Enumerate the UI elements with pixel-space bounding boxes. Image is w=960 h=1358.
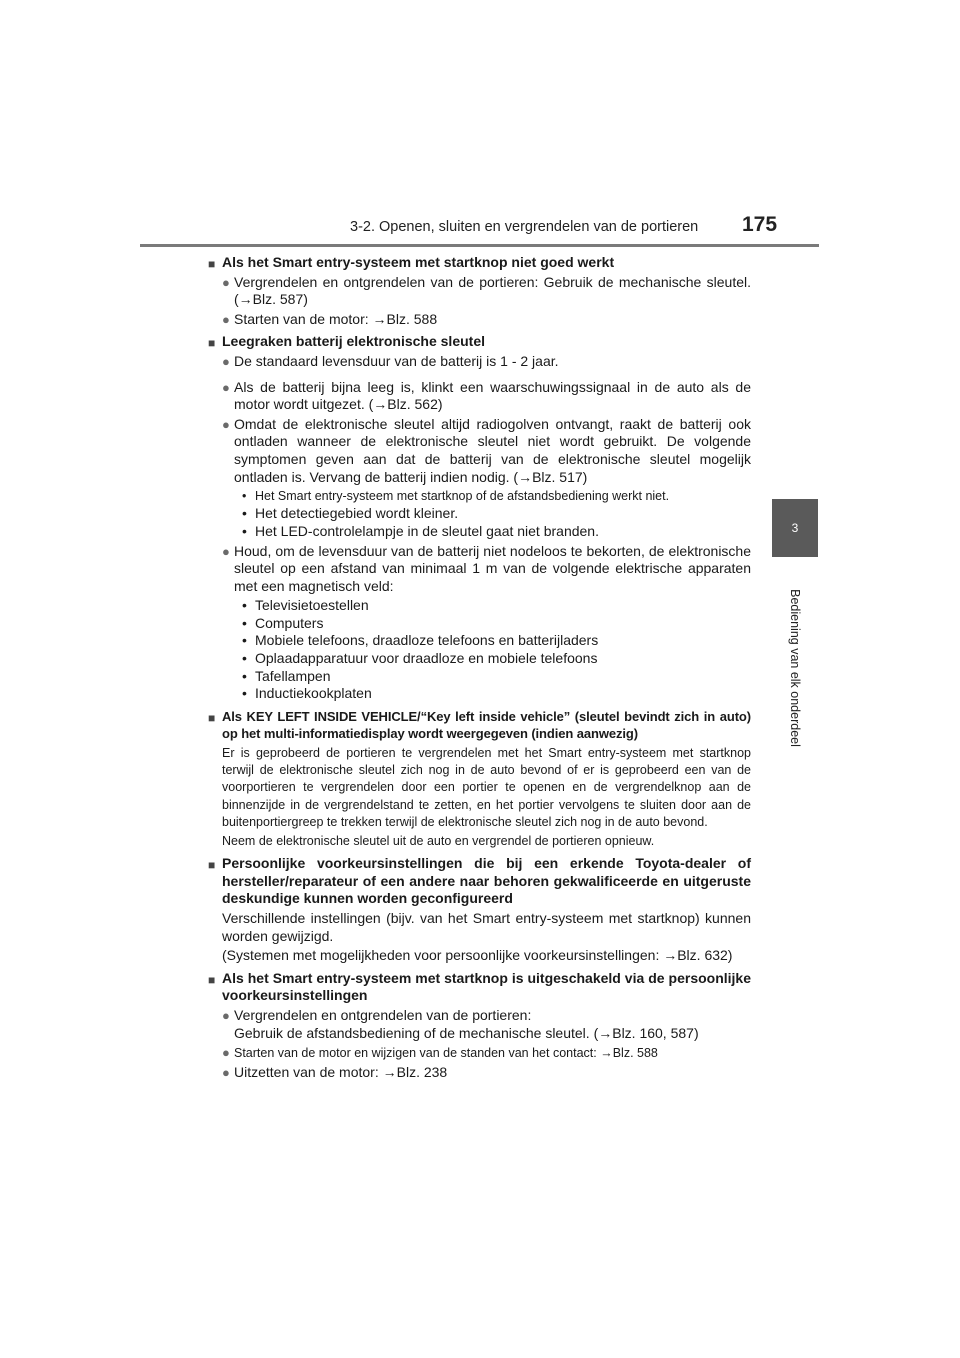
circle-bullet-icon: ●	[222, 1008, 230, 1024]
sub-list-item: • Oplaadapparatuur voor draadloze en mobiele telefoons	[234, 650, 751, 668]
sub-list-item: • Computers	[234, 615, 751, 633]
sub-list-item: • Het detectiegebied wordt kleiner.	[234, 505, 751, 523]
list-item	[222, 543, 751, 703]
circle-bullet-icon: ●	[222, 311, 230, 327]
section-heading: Als het Smart entry-systeem met startknop niet goed werkt	[222, 254, 615, 270]
list-item-text: Als de batterij bijna leeg is, klinkt een waarschuwingssignaal in de auto als de motor wordt uitgezet. (→Blz. 562)	[234, 378, 751, 413]
section-heading: Als het Smart entry-systeem met startknop is uitgeschakeld via de persoonlijke voorkeursinstellingen	[222, 969, 751, 1004]
list-item	[222, 1064, 751, 1082]
section-heading: Leegraken batterij elektronische sleutel	[222, 333, 485, 350]
square-bullet-icon: ■	[208, 336, 216, 351]
section-key-battery	[207, 333, 751, 702]
section-customization	[207, 855, 751, 965]
circle-bullet-icon: ●	[222, 543, 230, 559]
list-item-text: Omdat de elektronische sleutel altijd radiogolven ontvangt, raakt de batterij ook ontladen wanneer de elektronische sleutel niet wordt gebruikt. De volgende symptomen geven aan dat de batterij van de elektronische sleutel mogelijk ontladen is. Vervang de batterij indien nodig. (→Blz. 517)	[234, 415, 751, 485]
circle-bullet-icon: ●	[222, 1045, 230, 1061]
circle-bullet-icon: ●	[222, 274, 230, 290]
circle-bullet-icon: ●	[222, 416, 230, 432]
list-item-text: Vergrendelen en ontgrendelen van de portieren: Gebruik de mechanische sleutel. (→Blz. 587)	[234, 273, 751, 308]
sub-list-item: • Het LED-controlelampje in de sleutel gaat niet branden.	[234, 523, 751, 541]
list-item-text: Starten van de motor: →Blz. 588	[234, 310, 438, 327]
section-heading: Persoonlijke voorkeursinstellingen die bij een erkende Toyota-dealer of hersteller/reparateur of een andere naar behoren gekwalificeerde en uitgeruste deskundige kunnen worden geconfigureerd	[222, 855, 751, 907]
list-item-text: Starten van de motor en wijzigen van de standen van het contact: →Blz. 588	[234, 1046, 658, 1061]
symptom-list	[234, 488, 751, 540]
paragraph: (Systemen met mogelijkheden voor persoonlijke voorkeursinstellingen: →Blz. 632)	[222, 947, 733, 964]
section-smart-entry-malfunction	[207, 254, 751, 328]
sub-list-item: • Mobiele telefoons, draadloze telefoons en batterijladers	[234, 632, 751, 650]
sub-list-item: • Het Smart entry-systeem met startknop of de afstandsbediening werkt niet.	[234, 488, 751, 505]
paragraph: Verschillende instellingen (bijv. van het Smart entry-systeem met startknop) kunnen worden gewijzigd.	[222, 910, 751, 944]
section-title: 3-2. Openen, sluiten en vergrendelen van de portieren	[350, 219, 699, 235]
section-key-left-inside	[207, 708, 751, 850]
list-item	[222, 416, 751, 541]
list-item	[222, 379, 751, 414]
square-bullet-icon: ■	[208, 710, 216, 725]
circle-bullet-icon: ●	[222, 379, 230, 395]
sub-list-item: • Inductiekookplaten	[234, 685, 751, 703]
list-item	[222, 353, 751, 371]
section-smart-entry-disabled	[207, 970, 751, 1082]
list-item	[222, 1007, 751, 1042]
list-item-text: Vergrendelen en ontgrendelen van de portieren:	[234, 1007, 532, 1024]
circle-bullet-icon: ●	[222, 1065, 230, 1081]
chapter-label: Bediening van elk onderdeel	[788, 589, 802, 747]
paragraph: Er is geprobeerd de portieren te vergrendelen met het Smart entry-systeem met startknop terwijl de elektronische sleutel zich nog in de auto bevond of er is geprobeerd een van de voorportieren te vergrendelen door een portier te openen en de vergrendelknop aan de binnenzijde in de vergrendelstand te zetten, en het portier vervolgens te sluiten door aan de buitenportiergreep te trekken terwijl de elektronische sleutel zich nog in de auto bevond.	[222, 746, 751, 829]
page-number: 175	[742, 213, 778, 236]
chapter-tab: 3	[772, 499, 818, 557]
square-bullet-icon: ■	[208, 858, 216, 873]
list-item	[222, 1044, 751, 1062]
section-heading: Als KEY LEFT INSIDE VEHICLE/“Key left inside vehicle” (sleutel bevindt zich in auto) op het multi-informatiedisplay wordt weergegeven (indien aanwezig)	[222, 708, 751, 742]
circle-bullet-icon: ●	[222, 353, 230, 369]
list-item	[222, 311, 751, 329]
list-item	[222, 274, 751, 309]
square-bullet-icon: ■	[208, 972, 216, 987]
list-item-text: Uitzetten van de motor: →Blz. 238	[234, 1064, 448, 1081]
list-item-text: Houd, om de levensduur van de batterij niet nodeloos te bekorten, de elektronische sleutel op een afstand van minimaal 1 m van de volgende elektrische apparaten met een magnetisch veld:	[234, 542, 751, 594]
square-bullet-icon: ■	[208, 257, 216, 271]
list-item-text: De standaard levensduur van de batterij is 1 - 2 jaar.	[234, 352, 559, 369]
sub-list-item: • Tafellampen	[234, 668, 751, 686]
page-content	[207, 254, 751, 1082]
appliance-list	[234, 597, 751, 703]
header-divider	[140, 244, 819, 247]
sub-list-item: • Televisietoestellen	[234, 597, 751, 615]
paragraph: Neem de elektronische sleutel uit de auto en vergrendel de portieren opnieuw.	[222, 834, 655, 849]
list-item-text: Gebruik de afstandsbediening of de mechanische sleutel. (→Blz. 160, 587)	[234, 1024, 699, 1041]
